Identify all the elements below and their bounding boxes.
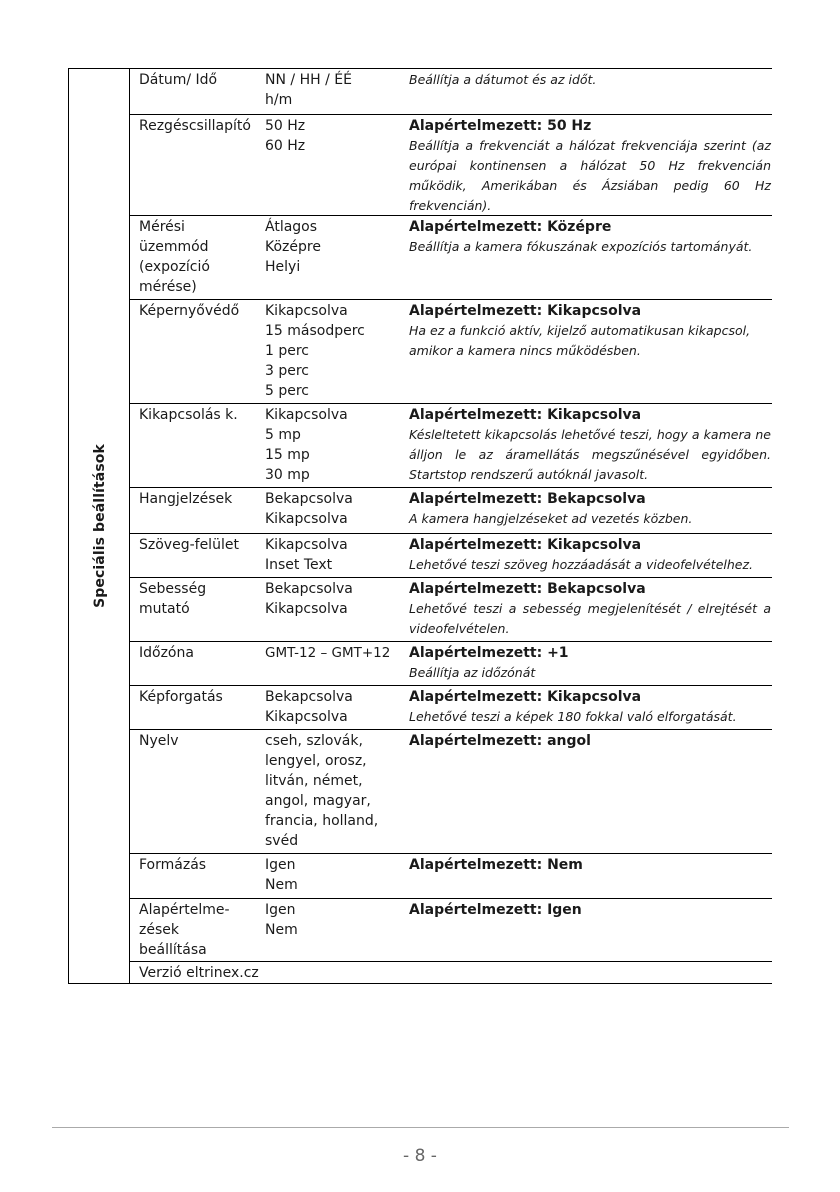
footer-divider xyxy=(52,1127,789,1128)
option-value: 15 mp xyxy=(265,447,310,463)
setting-description xyxy=(409,731,771,751)
table-row xyxy=(130,215,772,299)
option-value: svéd xyxy=(265,833,299,849)
default-value: Alapértelmezett: 50 Hz xyxy=(409,118,592,134)
table-row xyxy=(130,533,772,577)
setting-options xyxy=(265,217,405,277)
table-row xyxy=(130,487,772,533)
setting-options xyxy=(265,731,405,851)
section-sidebar xyxy=(68,68,130,984)
option-value: 5 mp xyxy=(265,427,301,443)
setting-name: Kikapcsolás k. xyxy=(139,407,238,423)
option-value: 3 perc xyxy=(265,363,310,379)
setting-description xyxy=(409,535,771,575)
default-value: Alapértelmezett: Bekapcsolva xyxy=(409,491,646,507)
setting-name: Rezgéscsillapító xyxy=(139,118,251,134)
setting-name: Hangjelzések xyxy=(139,491,233,507)
setting-description xyxy=(409,900,771,920)
setting-options xyxy=(265,535,405,575)
setting-description xyxy=(409,855,771,875)
option-value: 1 perc xyxy=(265,343,310,359)
settings-table xyxy=(129,68,771,984)
table-row xyxy=(130,577,772,641)
option-value: Középre xyxy=(265,239,321,255)
setting-name: Képernyővédő xyxy=(139,303,240,319)
option-value: litván, német, xyxy=(265,773,363,789)
option-value: Inset Text xyxy=(265,557,333,573)
option-value: 30 mp xyxy=(265,467,310,483)
setting-description xyxy=(409,217,771,257)
setting-description xyxy=(409,70,771,90)
table-row xyxy=(130,685,772,729)
setting-name: Sebesség mutató xyxy=(139,581,207,617)
default-value: Alapértelmezett: Kikapcsolva xyxy=(409,407,642,423)
setting-name: Szöveg-felület xyxy=(139,537,239,553)
option-value: 60 Hz xyxy=(265,138,306,154)
setting-options xyxy=(265,70,405,110)
option-value: Igen xyxy=(265,857,296,873)
setting-description xyxy=(409,405,771,485)
setting-name: Verzió eltrinex.cz xyxy=(139,965,259,981)
option-value: Kikapcsolva xyxy=(265,601,348,617)
option-value: lengyel, orosz, xyxy=(265,753,367,769)
setting-options xyxy=(265,579,405,619)
setting-options xyxy=(265,301,405,401)
default-value: Alapértelmezett: Kikapcsolva xyxy=(409,689,642,705)
option-value: Kikapcsolva xyxy=(265,303,348,319)
setting-name: Mérési üzemmód (expozíció mérése) xyxy=(139,219,210,295)
section-title: Speciális beállítások xyxy=(91,444,108,608)
option-value: francia, holland, xyxy=(265,813,379,829)
setting-options xyxy=(265,116,405,156)
setting-name: Időzóna xyxy=(139,645,194,661)
description-text: Lehetővé teszi szöveg hozzáadását a videofelvételhez. xyxy=(409,557,754,572)
default-value: Alapértelmezett: Kikapcsolva xyxy=(409,303,642,319)
setting-description xyxy=(409,489,771,529)
setting-description xyxy=(409,116,771,216)
default-value: Alapértelmezett: Középre xyxy=(409,219,612,235)
table-row xyxy=(130,403,772,487)
description-text: Beállítja a dátumot és az időt. xyxy=(409,72,597,87)
option-value: NN / HH / ÉÉ xyxy=(265,72,352,88)
default-value: Alapértelmezett: Nem xyxy=(409,857,583,873)
option-value: cseh, szlovák, xyxy=(265,733,363,749)
description-text: A kamera hangjelzéseket ad vezetés közben. xyxy=(409,511,693,526)
description-text: Lehetővé teszi a sebesség megjelenítését / elrejtését a videofelvételen. xyxy=(409,601,771,636)
setting-description xyxy=(409,579,771,639)
option-value: h/m xyxy=(265,92,293,108)
setting-options xyxy=(265,687,405,727)
option-value: Nem xyxy=(265,877,298,893)
setting-description xyxy=(409,301,771,361)
description-text: Lehetővé teszi a képek 180 fokkal való elforgatását. xyxy=(409,709,737,724)
setting-name: Dátum/ Idő xyxy=(139,72,218,88)
default-value: Alapértelmezett: +1 xyxy=(409,645,569,661)
description-text: Beállítja a kamera fókuszának expozíciós tartományát. xyxy=(409,239,753,254)
option-value: Bekapcsolva xyxy=(265,491,353,507)
setting-options xyxy=(265,405,405,485)
table-row xyxy=(130,729,772,853)
table-row xyxy=(130,641,772,685)
option-value: Bekapcsolva xyxy=(265,689,353,705)
table-row xyxy=(130,853,772,898)
setting-name: Alapértelme-zések beállítása xyxy=(139,902,230,958)
setting-options xyxy=(265,489,405,529)
description-text: Beállítja a frekvenciát a hálózat frekvenciája szerint (az európai kontinensen a hálózat 50 Hz frekvencián működik, Amerikában és Ázsiában pedig 60 Hz frekvencián). xyxy=(409,138,771,213)
option-value: Nem xyxy=(265,922,298,938)
option-value: Helyi xyxy=(265,259,301,275)
table-row xyxy=(130,68,772,114)
page-number: - 8 - xyxy=(403,1146,437,1166)
setting-description xyxy=(409,643,771,683)
default-value: Alapértelmezett: Bekapcsolva xyxy=(409,581,646,597)
setting-options xyxy=(265,900,405,940)
option-value: Igen xyxy=(265,902,296,918)
default-value: Alapértelmezett: Igen xyxy=(409,902,582,918)
description-text: Beállítja az időzónát xyxy=(409,665,536,680)
option-value: Kikapcsolva xyxy=(265,537,348,553)
table-row xyxy=(130,961,772,984)
setting-description xyxy=(409,687,771,727)
default-value: Alapértelmezett: Kikapcsolva xyxy=(409,537,642,553)
setting-name: Képforgatás xyxy=(139,689,223,705)
option-value: Átlagos xyxy=(265,219,318,235)
option-value: GMT-12 – GMT+12 xyxy=(265,645,391,661)
option-value: Kikapcsolva xyxy=(265,511,348,527)
description-text: Ha ez a funkció aktív, kijelző automatikusan kikapcsol, amikor a kamera nincs működésben. xyxy=(409,323,751,358)
description-text: Késleltetett kikapcsolás lehetővé teszi, hogy a kamera ne álljon le az áramellátás megszűnésével egyidőben. Startstop rendszerű autóknál javasolt. xyxy=(409,427,771,482)
option-value: 5 perc xyxy=(265,383,310,399)
table-row xyxy=(130,114,772,215)
option-value: 15 másodperc xyxy=(265,323,365,339)
setting-options xyxy=(265,643,405,663)
option-value: 50 Hz xyxy=(265,118,306,134)
setting-options xyxy=(265,855,405,895)
setting-name: Formázás xyxy=(139,857,207,873)
option-value: Kikapcsolva xyxy=(265,709,348,725)
option-value: angol, magyar, xyxy=(265,793,371,809)
table-row xyxy=(130,299,772,403)
option-value: Bekapcsolva xyxy=(265,581,353,597)
option-value: Kikapcsolva xyxy=(265,407,348,423)
setting-name: Nyelv xyxy=(139,733,179,749)
default-value: Alapértelmezett: angol xyxy=(409,733,591,749)
table-row xyxy=(130,898,772,961)
